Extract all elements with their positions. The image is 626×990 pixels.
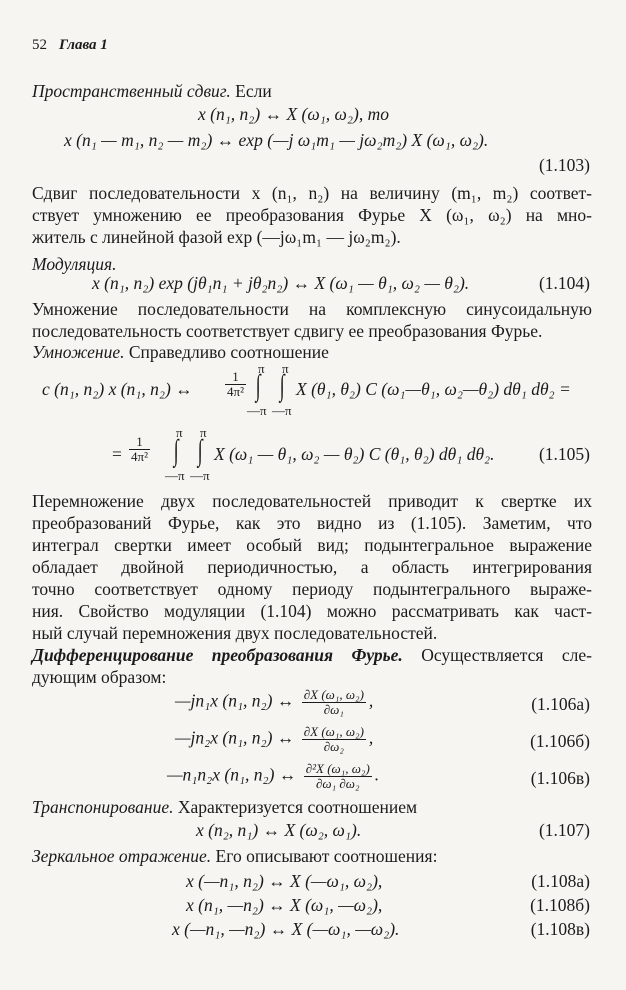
frac-denominator: ∂ω₁ [323,702,344,717]
integral-2-sign: ∫ [279,369,285,402]
section-mirror-text: Его описывают соотношения: [215,846,438,866]
eq-1106b-lhs: —jn₂x (n₁, n₂) ↔ [175,727,295,748]
para-mod-line-1: Умножение последовательности на комплексную синусоидальную [32,299,592,319]
eq-1106a-number: (1.106а) [531,694,590,714]
para-mult-line-7: ный случай перемножения двух последовательностей. [32,623,438,643]
eq-1106b-tail: , [368,727,374,748]
frac-numerator: ∂²X (ω₁, ω₂) [305,761,370,776]
section-diff-text-2: дующим образом: [32,667,167,687]
eq-1107-number: (1.107) [538,820,590,840]
frac-numerator: 1 [129,435,150,450]
section-mult-heading [32,341,592,363]
section-mod-title: Модуляция. [32,254,117,274]
page-number: 52 [32,37,47,53]
integral-1-upper: π [258,361,265,376]
section-diff-heading [32,644,592,666]
page-header [32,37,108,54]
integral-2-lower: —π [272,403,292,418]
frac-numerator: ∂X (ω₁, ω₂) [303,687,364,702]
para-mult-line-2: преобразований Фурье, как это видно из (1.105). Заметим, что [32,513,592,533]
eq-1105-body-2: X (ω₁ — θ₁, ω₂ — θ₂) C (θ₁, θ₂) dθ₁ dθ₂. [214,444,495,464]
eq-1106c-lhs: —n₁n₂x (n₁, n₂) ↔ [167,764,297,785]
integral-1-sign: ∫ [255,369,261,402]
eq-1106c-fraction [304,762,372,791]
eq-1107: x (n₂, n₁) ↔ X (ω₂, ω₁). [196,820,362,840]
section-mirror-heading [32,845,592,867]
section-mirror-title: Зеркальное отражение. [32,846,212,866]
section-mult-title: Умножение. [32,342,125,362]
eq-1104: x (n₁, n₂) exp (jθ₁n₁ + jθ₂n₂) ↔ X (ω₁ — θ₁, ω₂ — θ₂). [92,273,470,293]
fraction-1-over-4pi2 [225,370,246,399]
frac-denominator: ∂ω₁ ∂ω₂ [315,776,360,791]
eq-1108c-number: (1.108в) [530,919,590,939]
frac-denominator: 4π² [131,449,148,464]
eq-1106b-fraction [302,725,366,754]
integral-1-lower: —π [247,403,267,418]
eq-1108b-number: (1.108б) [530,895,590,915]
frac-denominator: 4π² [227,384,244,399]
eq-1108a: x (—n₁, n₂) ↔ X (—ω₁, ω₂), [186,871,383,891]
eq-1103-number: (1.103) [538,155,590,175]
section-transp-text: Характеризуется соотношением [177,797,418,817]
para-mult-line-3: интеграл свертки имеет особый вид; подынтегральное выражение [32,535,592,555]
section-mult-text: Справедливо соотношение [128,342,329,362]
fraction-1-over-4pi2-b [129,435,150,464]
eq-1106c-number: (1.106в) [530,768,590,788]
eq-1106c-tail: . [374,764,380,785]
para-mult-line-4: обладает двойной периодичностью, а область интегрирования [32,557,592,577]
para-shift-line-2: ствует умножению ее преобразования Фурье X (ω₁, ω₂) на мно- [32,205,592,225]
section-diff-title: Дифференцирование преобразования Фурье. [32,645,403,665]
frac-denominator: ∂ω₂ [323,739,344,754]
para-shift-line-3: житель с линейной фазой exp (—jω₁m₁ — jω₂m₂). [32,227,401,247]
section-transp-title: Транспонирование. [32,797,174,817]
integral-4-lower: —π [190,468,210,483]
section-diff-text: Осуществляется сле- [421,645,592,665]
section-shift-title: Пространственный сдвиг. [32,81,231,101]
eq-1103-line1: x (n₁, n₂) ↔ X (ω₁, ω₂), то [198,104,389,124]
eq-1106a-fraction [302,688,366,717]
eq-1106b-number: (1.106б) [530,731,590,751]
integral-4-upper: π [200,425,207,440]
para-mod-line-2: последовательность соответствует сдвигу ее преобразования Фурье. [32,321,543,341]
section-shift-heading [32,80,592,102]
eq-1106a-lhs: —jn₁x (n₁, n₂) ↔ [175,690,295,711]
para-mult-line-5: точно соответствует одному периоду подынтегрального выраже- [32,579,592,599]
eq-1105-number: (1.105) [538,444,590,464]
eq-1105-equals: = [112,444,122,464]
eq-1105-lhs: c (n₁, n₂) x (n₁, n₂) ↔ [42,379,193,399]
eq-1105-frac-a [222,370,249,399]
integral-4-sign: ∫ [197,434,203,467]
frac-numerator: 1 [225,370,246,385]
integral-3-upper: π [176,425,183,440]
eq-1106c [167,762,379,791]
section-transp-heading [32,796,592,818]
eq-1104-number: (1.104) [538,273,590,293]
eq-1106b [175,725,373,754]
eq-1105-frac-b [126,435,153,464]
eq-1108c: x (—n₁, —n₂) ↔ X (—ω₁, —ω₂). [172,919,400,939]
para-mult-line-1: Перемножение двух последовательностей приводит к свертке их [32,491,592,511]
chapter-label: Глава 1 [59,37,108,53]
integral-2-upper: π [282,361,289,376]
integral-3-sign: ∫ [173,434,179,467]
eq-1106a-tail: , [368,690,374,711]
integral-3-lower: —π [165,468,185,483]
frac-numerator: ∂X (ω₁, ω₂) [303,724,364,739]
eq-1106a [175,688,373,717]
eq-1105-body-1: X (θ₁, θ₂) C (ω₁—θ₁, ω₂—θ₂) dθ₁ dθ₂ = [296,379,571,399]
eq-1108a-number: (1.108а) [531,871,590,891]
para-mult-line-6: ния. Свойство модуляции (1.104) можно рассматривать как част- [32,601,592,621]
eq-1103-line2: x (n₁ — m₁, n₂ — m₂) ↔ exp (—j ω₁m₁ — jω₂m₂) X (ω₁, ω₂). [64,130,489,150]
para-shift-line-1: Сдвиг последовательности x (n₁, n₂) на величину (m₁, m₂) соответ- [32,183,592,203]
section-shift-text: Если [235,81,272,101]
eq-1108b: x (n₁, —n₂) ↔ X (ω₁, —ω₂), [186,895,383,915]
